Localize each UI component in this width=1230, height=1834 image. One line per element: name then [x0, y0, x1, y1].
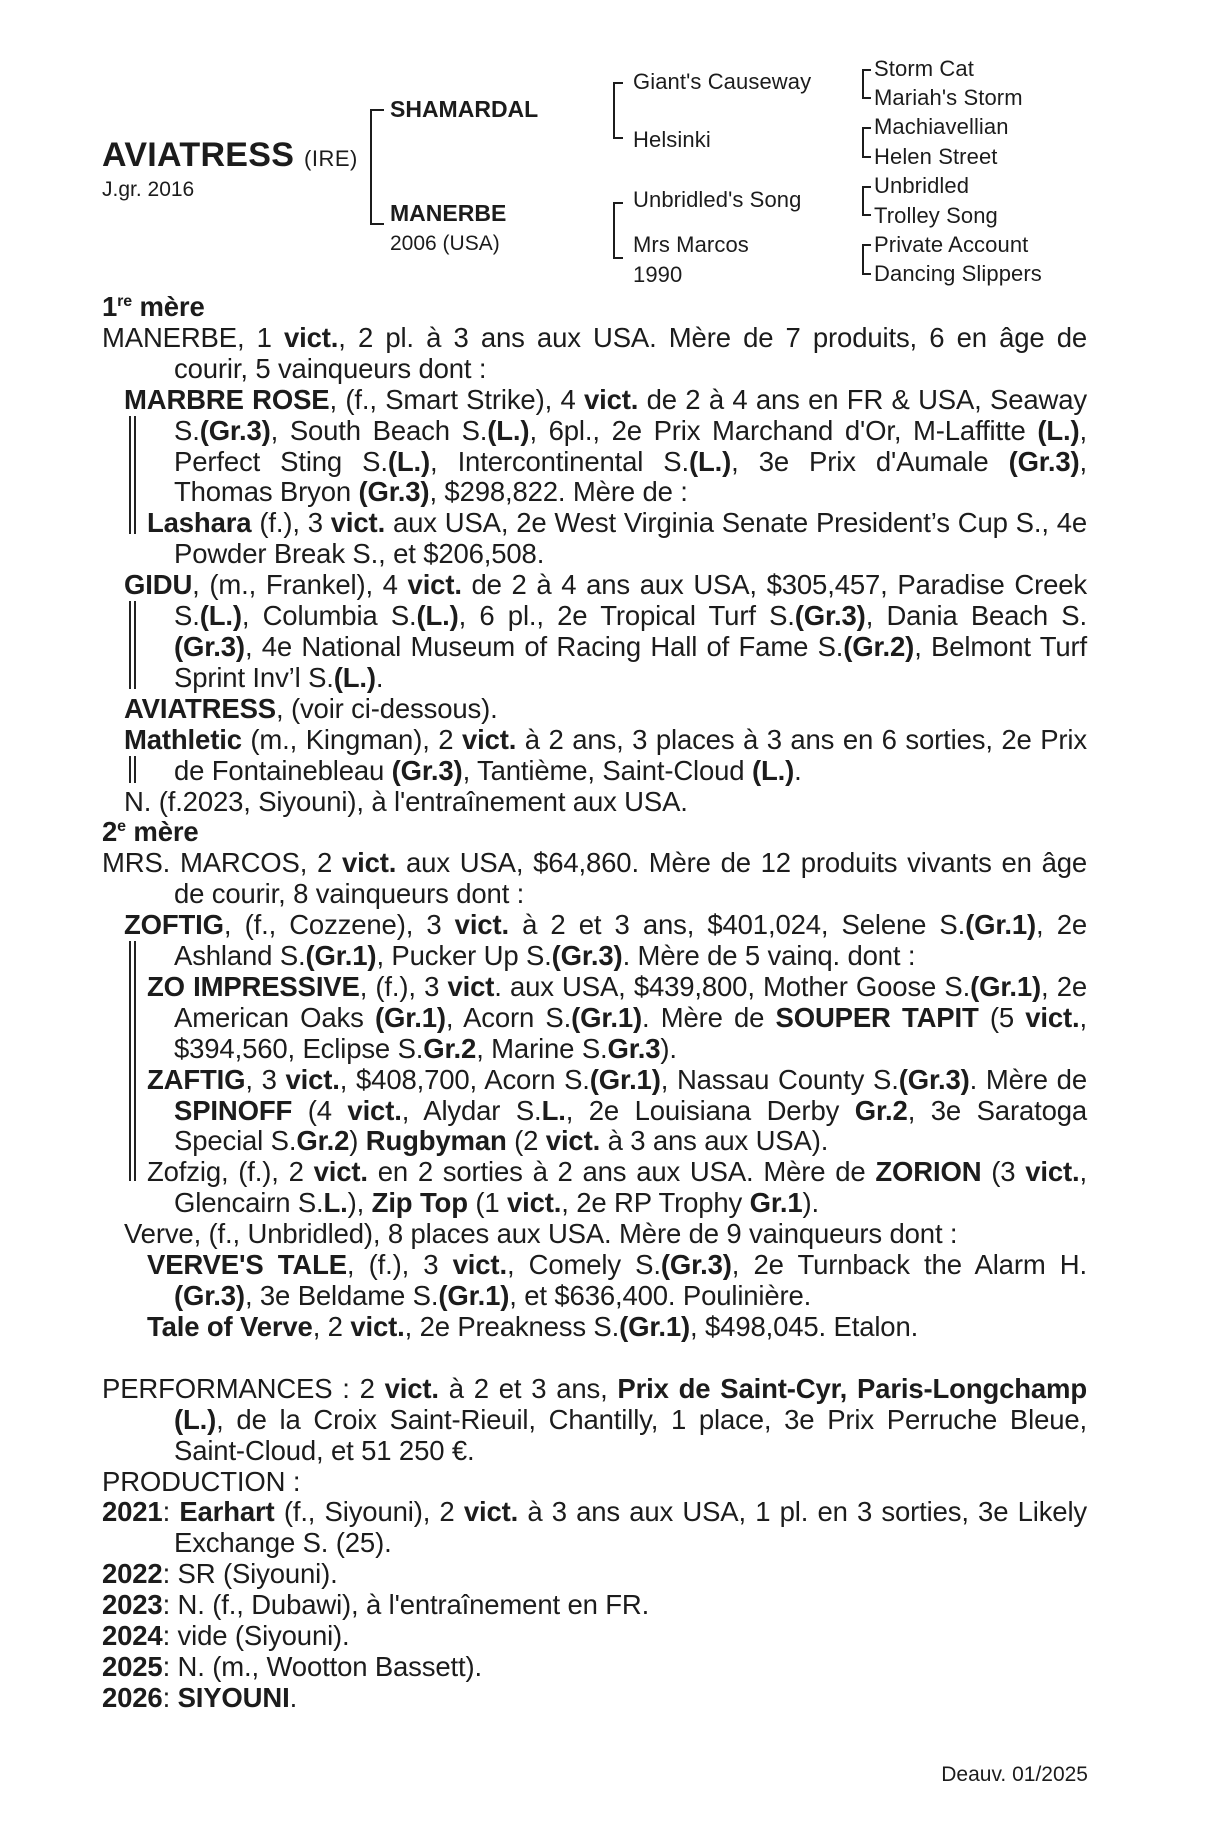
produce-block-marbre-rose: [102, 385, 1087, 570]
great-grandparent: Private Account: [874, 232, 1029, 257]
produce-subentry: ZO IMPRESSIVE, (f.), 3 vict. aux USA, $439,800, Mother Goose S.(Gr.1), 2e American Oaks (Gr.1), Acorn S.(Gr.1). Mère de SOUPER TAPIT (5 vict., $394,560, Eclipse S.Gr.2, Marine S.Gr.3).: [147, 970, 1087, 1064]
great-grandparent: Storm Cat: [874, 56, 974, 81]
dam-info: 2006 (USA): [390, 232, 500, 255]
produce-entry: Verve, (f., Unbridled), 8 places aux USA. Mère de 9 vainqueurs dont :: [124, 1218, 958, 1250]
production-item: 2021: Earhart (f., Siyouni), 2 vict. à 3 ans aux USA, 1 pl. en 3 sorties, 3e Likely Exchange S. (25).: [102, 1496, 1088, 1559]
produce-entry: Mathletic (m., Kingman), 2 vict. à 2 ans, 3 places à 3 ans en 6 sorties, 2e Prix de Fontainebleau (Gr.3), Tantième, Saint-Cloud (L.).: [124, 723, 1087, 786]
dam-dam-year: 1990: [633, 262, 683, 287]
great-grandparent: Mariah's Storm: [874, 85, 1023, 110]
dam-sire: Unbridled's Song: [633, 187, 802, 212]
catalogue-reference: Deauv. 01/2025: [941, 1763, 1088, 1786]
pedigree-notes: [102, 292, 1087, 1714]
dam-name: MANERBE: [390, 200, 507, 226]
produce-block-zoftig: [102, 910, 1087, 1219]
produce-entry: AVIATRESS, (voir ci-dessous).: [124, 692, 498, 724]
pedigree-bracket-main: [370, 109, 372, 225]
sire-name: SHAMARDAL: [390, 96, 539, 122]
great-grandparent: Dancing Slippers: [874, 261, 1042, 286]
produce-subentry: Zofzig, (f.), 2 vict. en 2 sorties à 2 ans aux USA. Mère de ZORION (3 vict., Glencairn S.L.), Zip Top (1 vict., 2e RP Trophy Gr.1).: [147, 1156, 1087, 1219]
production-heading: PRODUCTION :: [102, 1465, 301, 1497]
produce-subentry: VERVE'S TALE, (f.), 3 vict., Comely S.(Gr.3), 2e Turnback the Alarm H. (Gr.3), 3e Beldame S.(Gr.1), et $636,400. Poulinière.: [147, 1249, 1087, 1311]
horse-name-text: AVIATRESS: [102, 136, 295, 174]
produce-block-gidu: [102, 570, 1087, 694]
produce-entry: N. (f.2023, Siyouni), à l'entraînement aux USA.: [124, 785, 688, 817]
produce-entry: ZOFTIG, (f., Cozzene), 3 vict. à 2 et 3 ans, $401,024, Selene S.(Gr.1), 2e Ashland S.(Gr.1), Pucker Up S.(Gr.3). Mère de 5 vainq. dont :: [124, 909, 1087, 972]
produce-entry: MARBRE ROSE, (f., Smart Strike), 4 vict. de 2 à 4 ans en FR & USA, Seaway S.(Gr.3), South Beach S.(L.), 6pl., 2e Prix Marchand d'Or, M-Laffitte (L.), Perfect Sting S.(L.), Intercontinental S.(L.), 3e Prix d'Aumale (Gr.3), Thomas Bryon (Gr.3), $298,822. Mère de :: [124, 383, 1088, 508]
sire-dam: Helsinki: [633, 127, 711, 152]
produce-subentry: ZAFTIG, 3 vict., $408,700, Acorn S.(Gr.1), Nassau County S.(Gr.3). Mère de SPINOFF (4 vict., Alydar S.L., 2e Louisiana Derby Gr.2, 3e Saratoga Special S.Gr.2) Rugbyman (2 vict. à 3 ans aux USA).: [147, 1063, 1088, 1157]
production-item: 2026: SIYOUNI.: [102, 1681, 298, 1713]
production-item: 2022: SR (Siyouni).: [102, 1558, 338, 1590]
produce-subentry: Lashara (f.), 3 vict. aux USA, 2e West Virginia Senate President’s Cup S., 4e Powder Break S., et $206,508.: [147, 507, 1087, 570]
horse-origin: (IRE): [304, 146, 358, 171]
produce-subentry: Tale of Verve, 2 vict., 2e Preakness S.(Gr.1), $498,045. Etalon.: [147, 1310, 919, 1342]
great-grandparent: Helen Street: [874, 144, 998, 169]
second-dam-summary: MRS. MARCOS, 2 vict. aux USA, $64,860. Mère de 12 produits vivants en âge de courir, 8 vainqueurs dont :: [102, 847, 1088, 910]
section-heading-first-dam: 1re mère: [102, 291, 205, 322]
sire-sire: Giant's Causeway: [633, 69, 812, 94]
horse-birth: J.gr. 2016: [102, 178, 195, 201]
section-heading-second-dam: 2e mère: [102, 816, 199, 848]
production-item: 2023: N. (f., Dubawi), à l'entraînement en FR.: [102, 1589, 650, 1621]
horse-name: [102, 136, 358, 175]
performances: PERFORMANCES : 2 vict. à 2 et 3 ans, Prix de Saint-Cyr, Paris-Longchamp (L.), de la Croix Saint-Rieuil, Chantilly, 1 place, 3e Prix Perruche Bleue, Saint-Cloud, et 51 250 €.: [102, 1372, 1088, 1466]
produce-entry: GIDU, (m., Frankel), 4 vict. de 2 à 4 ans aux USA, $305,457, Paradise Creek S.(L.), Columbia S.(L.), 6 pl., 2e Tropical Turf S.(Gr.3), Dania Beach S.(Gr.3), 4e National Museum of Racing Hall of Fame S.(Gr.2), Belmont Turf Sprint Inv’l S.(L.).: [124, 569, 1088, 693]
great-grandparent: Trolley Song: [874, 203, 998, 228]
produce-block-mathletic: [102, 725, 1087, 787]
production-item: 2024: vide (Siyouni).: [102, 1620, 350, 1652]
dam-summary: MANERBE, 1 vict., 2 pl. à 3 ans aux USA. Mère de 7 produits, 6 en âge de courir, 5 vainqueurs dont :: [102, 321, 1088, 384]
great-grandparent: Machiavellian: [874, 114, 1009, 139]
production-item: 2025: N. (m., Wootton Bassett).: [102, 1650, 483, 1682]
dam-dam: Mrs Marcos: [633, 232, 749, 257]
great-grandparent: Unbridled: [874, 173, 970, 198]
